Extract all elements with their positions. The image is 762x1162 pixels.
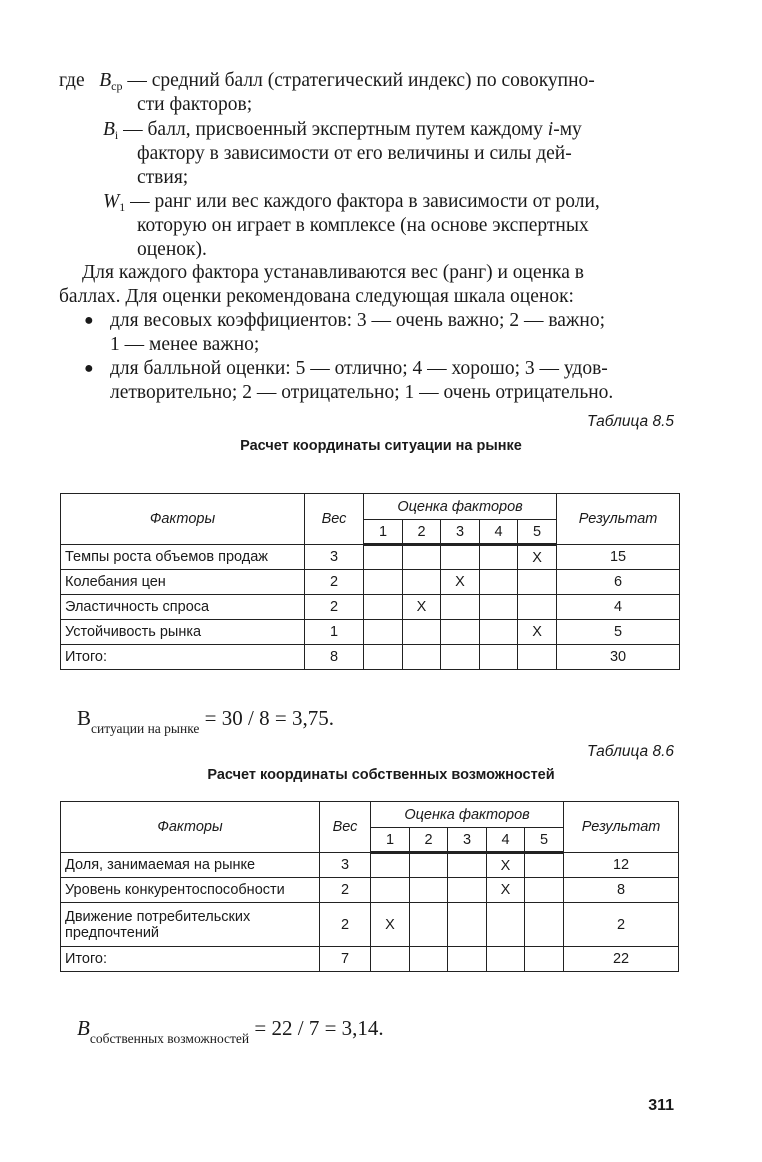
def-bi-italic: i	[547, 119, 554, 140]
table-total-row	[61, 645, 680, 670]
factor-weight: 2	[305, 570, 364, 595]
table-row	[61, 570, 680, 595]
table1-score-col: 1	[364, 520, 403, 545]
score-mark	[448, 878, 487, 903]
factor-result: 6	[557, 570, 680, 595]
formula-capabilities	[77, 1016, 384, 1051]
table-row	[61, 853, 679, 878]
factor-result: 2	[564, 903, 679, 947]
bullet-2-line1: для балльной оценки: 5 — отлично; 4 — хорошо; 3 — удов-	[110, 358, 608, 379]
table2	[60, 801, 679, 972]
table2-header-factors: Факторы	[61, 802, 320, 853]
factor-result: 15	[557, 545, 680, 570]
factor-weight: 3	[305, 545, 364, 570]
formula-capabilities-expr: = 22 / 7 = 3,14.	[249, 1016, 384, 1040]
score-mark	[371, 853, 410, 878]
factor-name: Колебания цен	[61, 570, 305, 595]
def-bi-text: — балл, присвоенный экспертным путем каждому	[123, 119, 548, 140]
factor-name: Темпы роста объемов продаж	[61, 545, 305, 570]
score-mark	[403, 545, 441, 570]
table2-header-weight: Вес	[320, 802, 371, 853]
table-row	[61, 903, 679, 947]
bullet-1-line2: 1 — менее важно;	[110, 334, 260, 355]
factor-weight: 2	[320, 878, 371, 903]
score-mark	[480, 620, 518, 645]
factor-name: Итого:	[61, 947, 320, 972]
factor-name: Доля, занимаемая на рынке	[61, 853, 320, 878]
paragraph-line2: баллах. Для оценки рекомендована следующая шкала оценок:	[59, 286, 574, 307]
table2-score-col: 1	[371, 828, 410, 853]
score-mark	[403, 570, 441, 595]
score-mark: X	[441, 570, 480, 595]
table2-body	[61, 853, 679, 972]
score-mark	[525, 853, 564, 878]
factor-weight: 2	[305, 595, 364, 620]
score-mark	[371, 947, 410, 972]
def-w-symbol: W	[103, 191, 120, 212]
score-mark	[525, 878, 564, 903]
def-bi-line1	[103, 119, 582, 141]
def-bsr-symbol: B	[99, 70, 112, 91]
factor-weight: 1	[305, 620, 364, 645]
bullet-icon: ●	[84, 312, 94, 329]
score-mark: X	[518, 620, 557, 645]
table1-body	[61, 545, 680, 670]
def-prefix: где	[59, 70, 85, 91]
def-bi-text2: -му	[553, 119, 582, 140]
table1-score-col: 4	[480, 520, 518, 545]
factor-result: 30	[557, 645, 680, 670]
factor-weight: 7	[320, 947, 371, 972]
table1-header-result: Результат	[557, 494, 680, 545]
def-w-line3: оценок).	[137, 239, 207, 260]
score-mark	[480, 570, 518, 595]
score-mark	[525, 947, 564, 972]
score-mark	[364, 645, 403, 670]
formula-situation-sub: ситуации на рынке	[91, 721, 200, 736]
formula-situation	[77, 706, 334, 741]
table1-score-col: 3	[441, 520, 480, 545]
formula-capabilities-symbol: B	[77, 1016, 90, 1040]
def-w-line2: которую он играет в комплексе (на основе экспертных	[137, 215, 589, 236]
score-mark	[403, 620, 441, 645]
score-mark	[410, 903, 448, 947]
score-mark: X	[487, 878, 525, 903]
score-mark	[480, 645, 518, 670]
table2-score-col: 5	[525, 828, 564, 853]
def-w-text: — ранг или вес каждого фактора в зависимости от роли,	[130, 191, 600, 212]
score-mark	[410, 853, 448, 878]
table2-score-col: 3	[448, 828, 487, 853]
table2-header-result: Результат	[564, 802, 679, 853]
factor-result: 8	[564, 878, 679, 903]
score-mark	[448, 903, 487, 947]
score-mark	[448, 853, 487, 878]
def-w-line1	[103, 191, 600, 213]
score-mark: X	[518, 545, 557, 570]
def-bsr-sub: ср	[111, 79, 123, 93]
table-row	[61, 595, 680, 620]
table-total-row	[61, 947, 679, 972]
table2-score-col: 2	[410, 828, 448, 853]
paragraph-line1: Для каждого фактора устанавливаются вес (ранг) и оценка в	[82, 262, 584, 283]
table1-score-col: 5	[518, 520, 557, 545]
score-mark	[480, 545, 518, 570]
score-mark	[441, 645, 480, 670]
score-mark	[441, 545, 480, 570]
score-mark	[448, 947, 487, 972]
def-bi-symbol: B	[103, 119, 115, 140]
factor-result: 22	[564, 947, 679, 972]
table2-score-col: 4	[487, 828, 525, 853]
factor-result: 4	[557, 595, 680, 620]
factor-weight: 2	[320, 903, 371, 947]
table2-header-scores: Оценка факторов	[371, 802, 564, 828]
bullet-icon: ●	[84, 360, 94, 377]
score-mark	[441, 620, 480, 645]
score-mark	[518, 645, 557, 670]
table-row	[61, 878, 679, 903]
table1-score-col: 2	[403, 520, 441, 545]
score-mark	[487, 903, 525, 947]
table-row	[61, 620, 680, 645]
factor-weight: 3	[320, 853, 371, 878]
score-mark	[518, 595, 557, 620]
bullet-2-line2: летворительно; 2 — отрицательно; 1 — очень отрицательно.	[110, 382, 614, 403]
table1-header-factors: Факторы	[61, 494, 305, 545]
score-mark	[518, 570, 557, 595]
factor-name: Движение потребительских предпочтений	[61, 903, 320, 947]
score-mark	[410, 878, 448, 903]
score-mark	[371, 878, 410, 903]
def-bi-line3: ствия;	[137, 167, 189, 188]
score-mark: X	[371, 903, 410, 947]
score-mark	[364, 620, 403, 645]
formula-situation-symbol: В	[77, 706, 92, 730]
factor-result: 12	[564, 853, 679, 878]
factor-weight: 8	[305, 645, 364, 670]
table1-caption: Таблица 8.5	[587, 413, 674, 430]
def-bsr-line1	[59, 70, 595, 92]
score-mark	[480, 595, 518, 620]
bullet-1-line1: для весовых коэффициентов: 3 — очень важно; 2 — важно;	[110, 310, 606, 331]
factor-name: Итого:	[61, 645, 305, 670]
table-row	[61, 545, 680, 570]
table1	[60, 493, 680, 670]
def-bsr-text: — средний балл (стратегический индекс) по совокупно-	[127, 70, 595, 91]
def-bsr-line2: сти факторов;	[137, 94, 253, 115]
score-mark	[525, 903, 564, 947]
score-mark: X	[487, 853, 525, 878]
factor-result: 5	[557, 620, 680, 645]
table1-title: Расчет координаты ситуации на рынке	[240, 438, 522, 454]
def-bi-sub: i	[114, 128, 119, 142]
score-mark	[487, 947, 525, 972]
formula-situation-expr: = 30 / 8 = 3,75.	[199, 706, 334, 730]
score-mark	[410, 947, 448, 972]
score-mark	[364, 570, 403, 595]
def-bi-line2: фактору в зависимости от его величины и силы дей-	[137, 143, 572, 164]
score-mark	[364, 545, 403, 570]
page-number: 311	[648, 1097, 674, 1114]
factor-name: Уровень конкурентоспособности	[61, 878, 320, 903]
table2-title: Расчет координаты собственных возможностей	[207, 767, 555, 783]
factor-name: Эластичность спроса	[61, 595, 305, 620]
score-mark: X	[403, 595, 441, 620]
table1-header-scores: Оценка факторов	[364, 494, 557, 520]
def-w-sub: 1	[119, 200, 126, 214]
table2-caption: Таблица 8.6	[587, 743, 674, 760]
score-mark	[441, 595, 480, 620]
formula-capabilities-sub: собственных возможностей	[89, 1031, 250, 1046]
score-mark	[364, 595, 403, 620]
score-mark	[403, 645, 441, 670]
factor-name: Устойчивость рынка	[61, 620, 305, 645]
table1-header-weight: Вес	[305, 494, 364, 545]
